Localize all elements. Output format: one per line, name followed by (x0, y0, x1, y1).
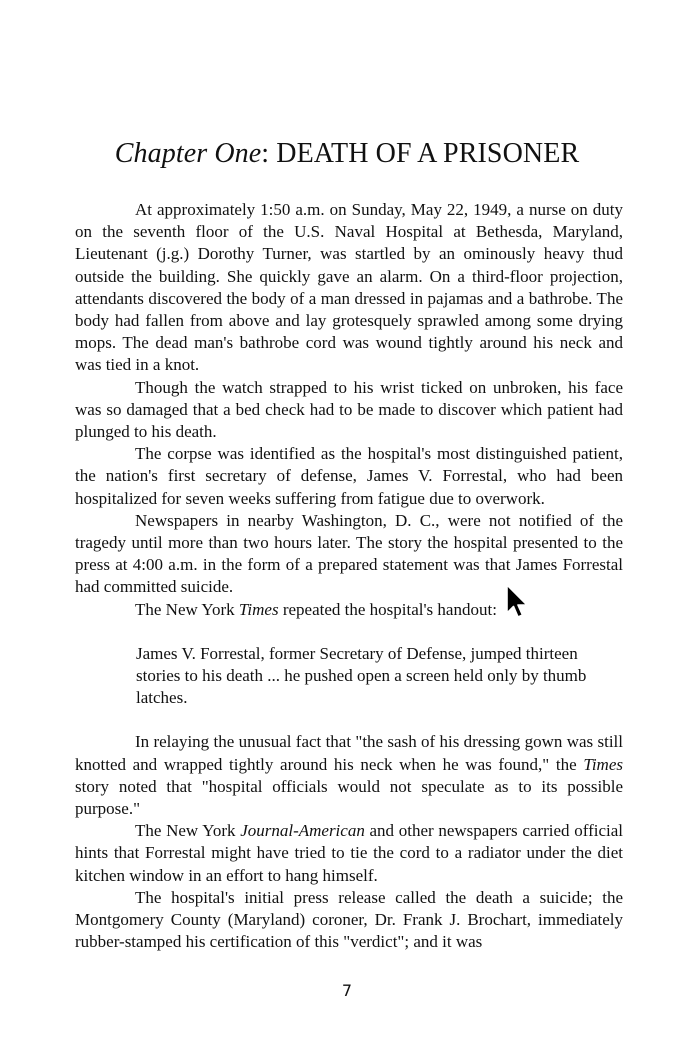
mouse-pointer-icon (505, 584, 529, 620)
paragraph-5 (75, 599, 623, 621)
chapter-separator: : (261, 138, 277, 169)
paragraph-6 (75, 731, 623, 820)
block-quote: James V. Forrestal, former Secretary of Defense, jumped thirteen stories to his death ... he pushed open a screen held only by thumb latches. (136, 643, 587, 708)
chapter-heading (0, 138, 694, 170)
paragraph-5-text-a: The New York (135, 599, 239, 619)
paragraph-6-text-b: story noted that "hospital officials would not speculate as to its possible purpose." (75, 776, 623, 819)
chapter-title: DEATH OF A PRISONER (276, 138, 580, 169)
paragraph-3: The corpse was identified as the hospital's most distinguished patient, the nation's first secretary of defense, James V. Forrestal, who had been hospitalized for seven weeks suffering from fatigue due to overwork. (75, 444, 623, 508)
paragraph-2: Though the watch strapped to his wrist ticked on unbroken, his face was so damaged that a bed check had to be made to discover which patient had plunged to his death. (75, 377, 623, 442)
paragraph-1: At approximately 1:50 a.m. on Sunday, May 22, 1949, a nurse on duty on the seventh floor of the U.S. Naval Hospital at Bethesda, Maryland, Lieutenant (j.g.) Dorothy Turner, was startled by an ominously heavy thud outside the building. She quickly gave an alarm. On a third-floor projection, attendants discovered the body of a man dressed in pajamas and a bathrobe. The body had fallen from above and lay grotesquely sprawled among some drying mops. The dead man's bathrobe cord was wound tightly around his neck and was tied in a knot. (75, 200, 623, 375)
paragraph-4: Newspapers in nearby Washington, D. C., were not notified of the tragedy until more than two hours later. The story the hospital presented to the press at 4:00 a.m. in the form of a prepared statement was that James Forrestal had committed suicide. (75, 510, 623, 597)
paragraph-5-italic: Times (238, 599, 279, 619)
chapter-label: Chapter One (114, 138, 262, 169)
paragraph-5-text-b: repeated the hospital's handout: (278, 599, 497, 619)
paragraph-6-italic: Times (583, 754, 623, 774)
paragraph-7 (75, 820, 623, 887)
paragraph-7-italic: Journal-American (240, 821, 365, 841)
page-number: 7 (341, 981, 353, 1000)
paragraph-7-text-a: The New York (135, 821, 241, 841)
paragraph-8: The hospital's initial press release called the death a suicide; the Montgomery County (Maryland) coroner, Dr. Frank J. Brochart, immediately rubber-stamped his certification of this "verdict"; and it was (75, 887, 623, 952)
chapter-body (75, 199, 623, 954)
paragraph-7-text-b: and other newspapers carried official hints that Forrestal might have tried to tie the cord to a radiator under the diet kitchen window in an effort to hang himself. (75, 821, 623, 885)
paragraph-6-text-a: In relaying the unusual fact that "the sash of his dressing gown was still knotted and wrapped tightly around his neck when he was found," the (75, 732, 623, 774)
